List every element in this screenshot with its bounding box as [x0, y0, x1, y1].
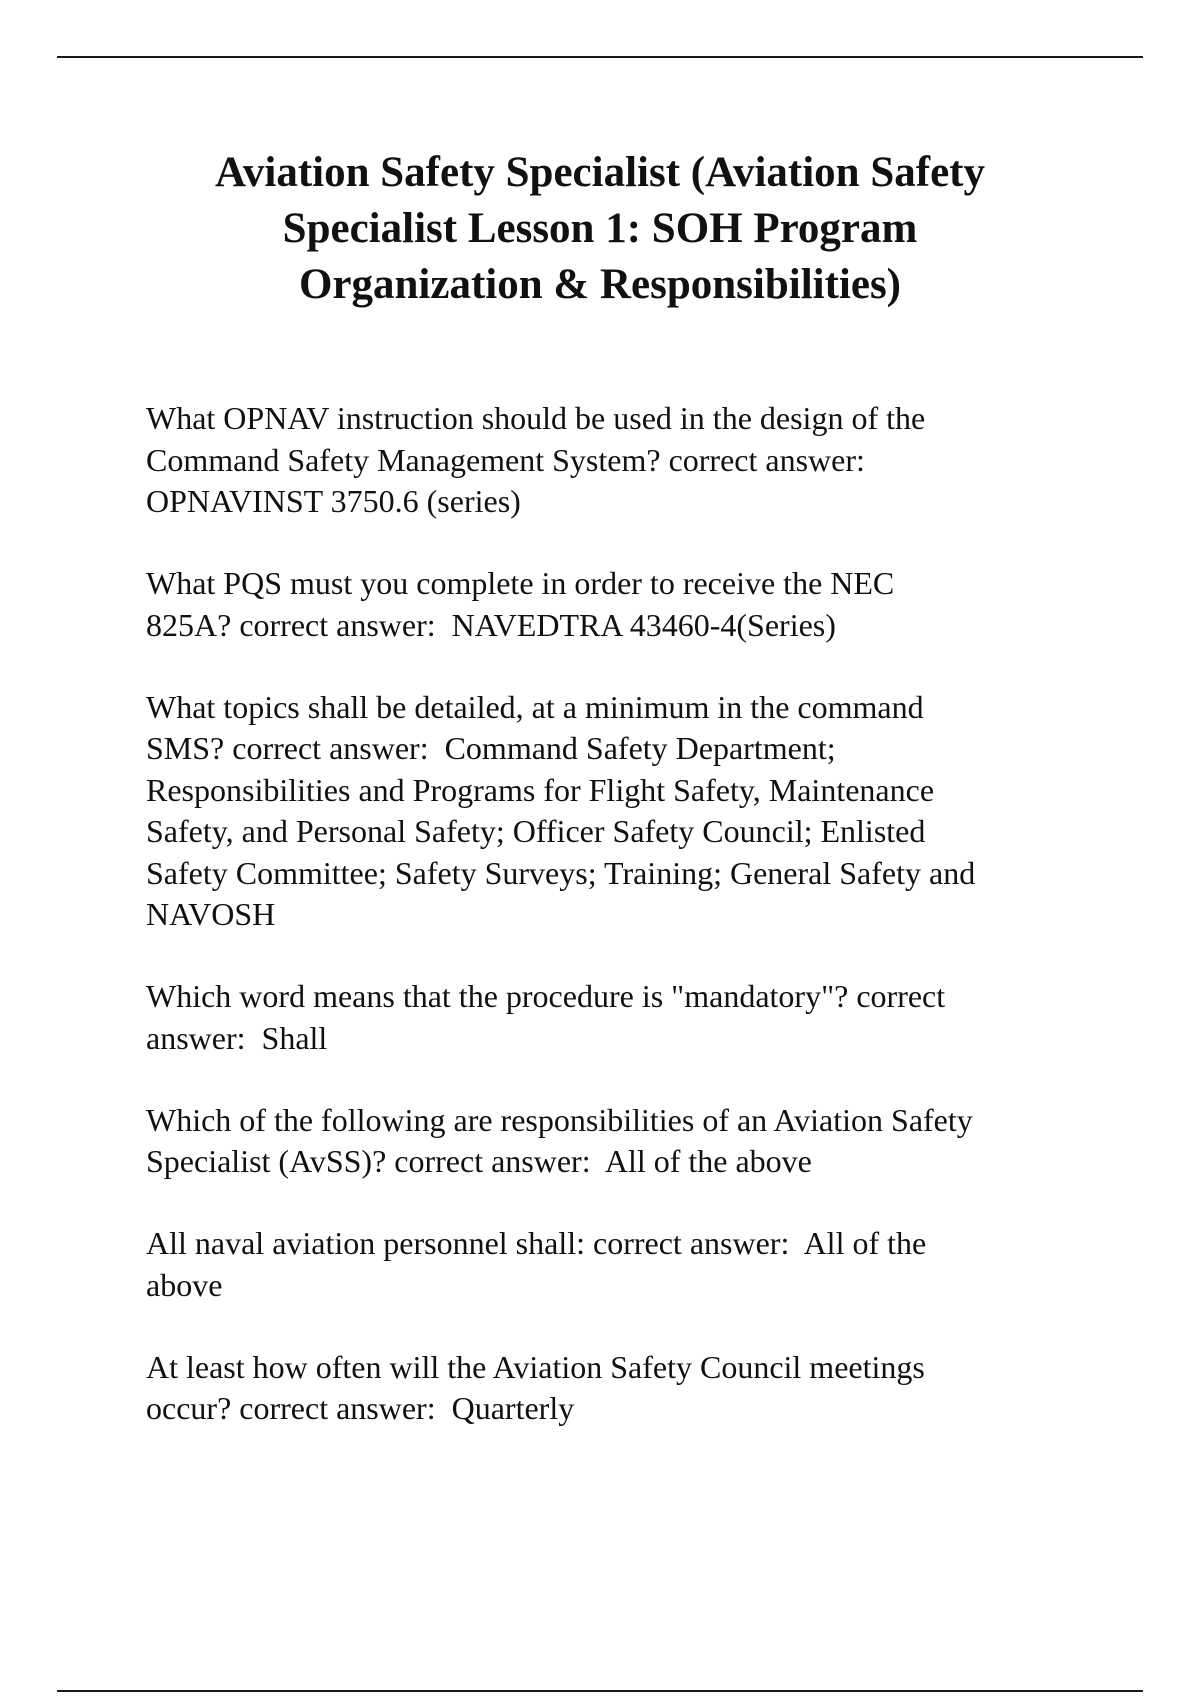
question-answer-item: [146, 1100, 1146, 1183]
qa-text-line: Responsibilities and Programs for Flight Safety, Maintenance: [146, 771, 935, 808]
title-line: Organization & Responsibilities): [298, 261, 902, 308]
title-line: Aviation Safety Specialist (Aviation Safety: [215, 149, 985, 196]
qa-text-line: Which of the following are responsibilities of an Aviation Safety: [146, 1101, 973, 1138]
qa-text-line: Command Safety Management System? correct answer:: [146, 441, 865, 478]
qa-text-line: NAVOSH: [146, 896, 276, 932]
qa-text-line: What topics shall be detailed, at a minimum in the command: [146, 688, 924, 725]
qa-text-line: At least how often will the Aviation Safety Council meetings: [146, 1348, 925, 1385]
qa-text-line: Safety Committee; Safety Surveys; Training; General Safety and: [146, 854, 976, 891]
question-answer-item: [146, 976, 1146, 1059]
qa-text-line: What OPNAV instruction should be used in the design of the: [146, 400, 926, 436]
document-title: [100, 145, 1100, 313]
question-answer-item: [146, 563, 1146, 646]
question-answer-item: [146, 398, 1146, 523]
qa-text-line: 825A? correct answer: NAVEDTRA 43460-4(Series): [146, 606, 836, 643]
question-answer-item: [146, 1347, 1146, 1430]
qa-text-line: What PQS must you complete in order to receive the NEC: [146, 565, 895, 601]
qa-text-line: All naval aviation personnel shall: correct answer: All of the: [146, 1225, 927, 1261]
bottom-divider: [57, 1690, 1143, 1692]
qa-text-line: occur? correct answer: Quarterly: [146, 1390, 575, 1426]
title-line: Specialist Lesson 1: SOH Program: [282, 205, 918, 252]
qa-text-line: Which word means that the procedure is "mandatory"? correct: [146, 978, 946, 1014]
question-answer-item: [146, 1223, 1146, 1306]
qa-text-line: answer: Shall: [146, 1019, 328, 1056]
qa-text-line: Safety, and Personal Safety; Officer Safety Council; Enlisted: [146, 813, 926, 849]
qa-text-line: Specialist (AvSS)? correct answer: All of the above: [146, 1143, 812, 1179]
question-answer-list: [146, 398, 1146, 1470]
qa-text-line: SMS? correct answer: Command Safety Department;: [146, 730, 836, 766]
qa-text-line: OPNAVINST 3750.6 (series): [146, 483, 521, 519]
question-answer-item: [146, 687, 1146, 936]
qa-text-line: above: [146, 1266, 223, 1303]
top-divider: [57, 56, 1143, 58]
